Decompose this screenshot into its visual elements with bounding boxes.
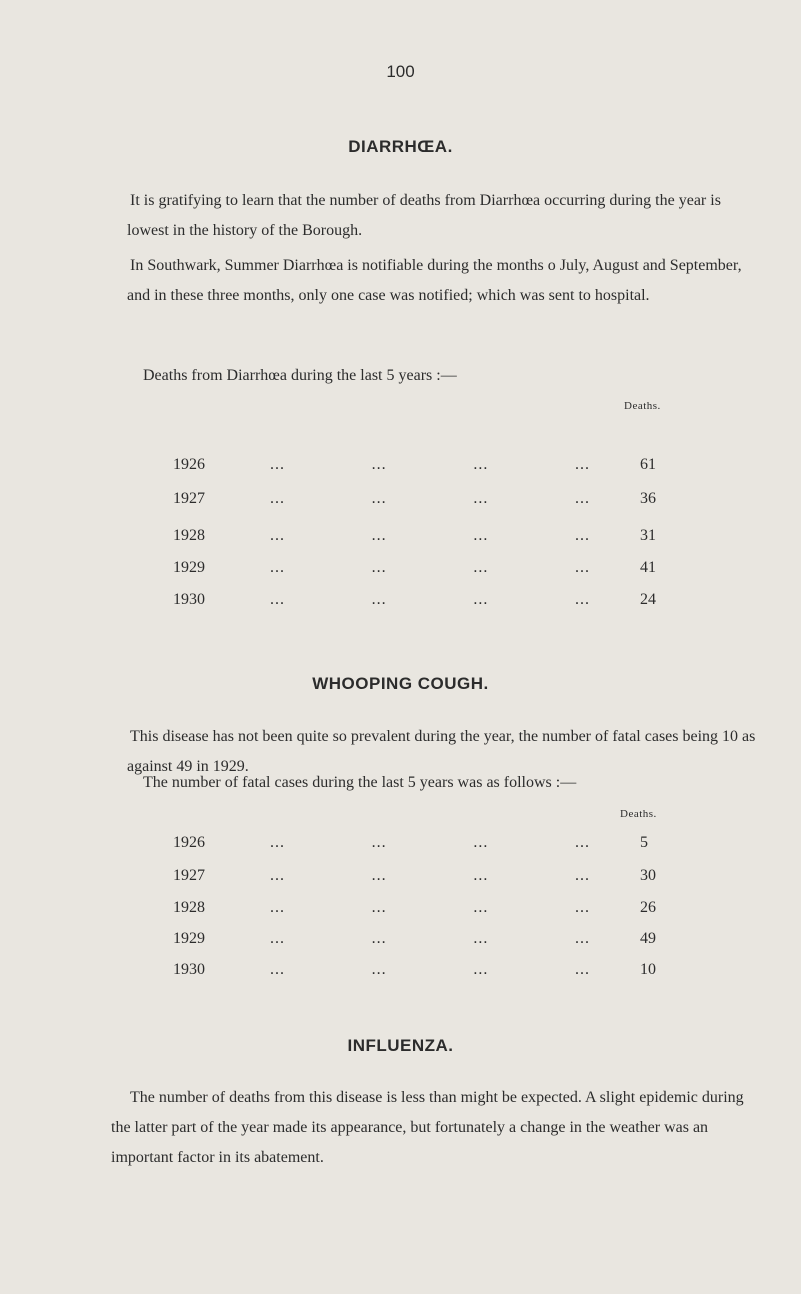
leader-dots: ... ... ... ... (270, 867, 590, 884)
diarrhoea-heading: DIARRHŒA. (348, 137, 453, 156)
whooping-cough-table-intro: The number of fatal cases during the last 5 years was as follows :— (143, 774, 577, 791)
table-row (170, 490, 690, 512)
leader-dots: ... ... ... ... (270, 961, 590, 978)
table-row (170, 559, 690, 581)
diarrhoea-paragraph-1: It is gratifying to learn that the number of deaths from Diarrhœa occurring during the year is lowest in the history of the Borough. (127, 192, 721, 239)
whooping-cough-heading: WHOOPING COUGH. (312, 674, 489, 693)
diarrhoea-table-intro: Deaths from Diarrhœa during the last 5 years :— (143, 367, 457, 384)
leader-dots: ... ... ... ... (270, 899, 590, 916)
table-row (170, 527, 690, 549)
leader-dots: ... ... ... ... (270, 930, 590, 947)
row-deaths: 30 (640, 867, 656, 884)
row-year: 1929 (173, 930, 205, 947)
table-row (170, 961, 690, 983)
row-year: 1926 (173, 456, 205, 473)
row-year: 1927 (173, 490, 205, 507)
row-deaths: 24 (640, 591, 656, 608)
row-year: 1928 (173, 527, 205, 544)
leader-dots: ... ... ... ... (270, 527, 590, 544)
whooping-cough-paragraph-1: This disease has not been quite so prevalent during the year, the number of fatal cases being 10 as against 49 in 1929. (127, 728, 756, 775)
diarrhoea-deaths-column-header: Deaths. (624, 400, 661, 412)
table-row (170, 899, 690, 921)
leader-dots: ... ... ... ... (270, 490, 590, 507)
row-year: 1930 (173, 591, 205, 608)
table-row (170, 867, 690, 889)
leader-dots: ... ... ... ... (270, 834, 590, 851)
table-row (170, 591, 690, 613)
row-deaths: 26 (640, 899, 656, 916)
table-row (170, 834, 690, 856)
leader-dots: ... ... ... ... (270, 456, 590, 473)
row-year: 1926 (173, 834, 205, 851)
row-year: 1930 (173, 961, 205, 978)
row-deaths: 41 (640, 559, 656, 576)
leader-dots: ... ... ... ... (270, 591, 590, 608)
row-deaths: 31 (640, 527, 656, 544)
row-year: 1929 (173, 559, 205, 576)
row-deaths: 61 (640, 456, 656, 473)
table-row (170, 930, 690, 952)
page-number: 100 (386, 62, 415, 81)
whooping-cough-deaths-column-header: Deaths. (620, 808, 657, 820)
row-year: 1928 (173, 899, 205, 916)
leader-dots: ... ... ... ... (270, 559, 590, 576)
influenza-heading: INFLUENZA. (347, 1036, 454, 1055)
row-deaths: 49 (640, 930, 656, 947)
table-row (170, 456, 690, 478)
diarrhoea-paragraph-2: In Southwark, Summer Diarrhœa is notifiable during the months o July, August and September, and in these three months, only one case was notified; which was sent to hospital. (127, 257, 742, 304)
row-deaths: 10 (640, 961, 656, 978)
row-deaths: 5 (640, 834, 648, 851)
row-deaths: 36 (640, 490, 656, 507)
influenza-paragraph-1: The number of deaths from this disease is less than might be expected. A slight epidemic during the latter part of the year made its appearance, but fortunately a change in the weather was an important factor in its abatement. (111, 1089, 744, 1166)
row-year: 1927 (173, 867, 205, 884)
